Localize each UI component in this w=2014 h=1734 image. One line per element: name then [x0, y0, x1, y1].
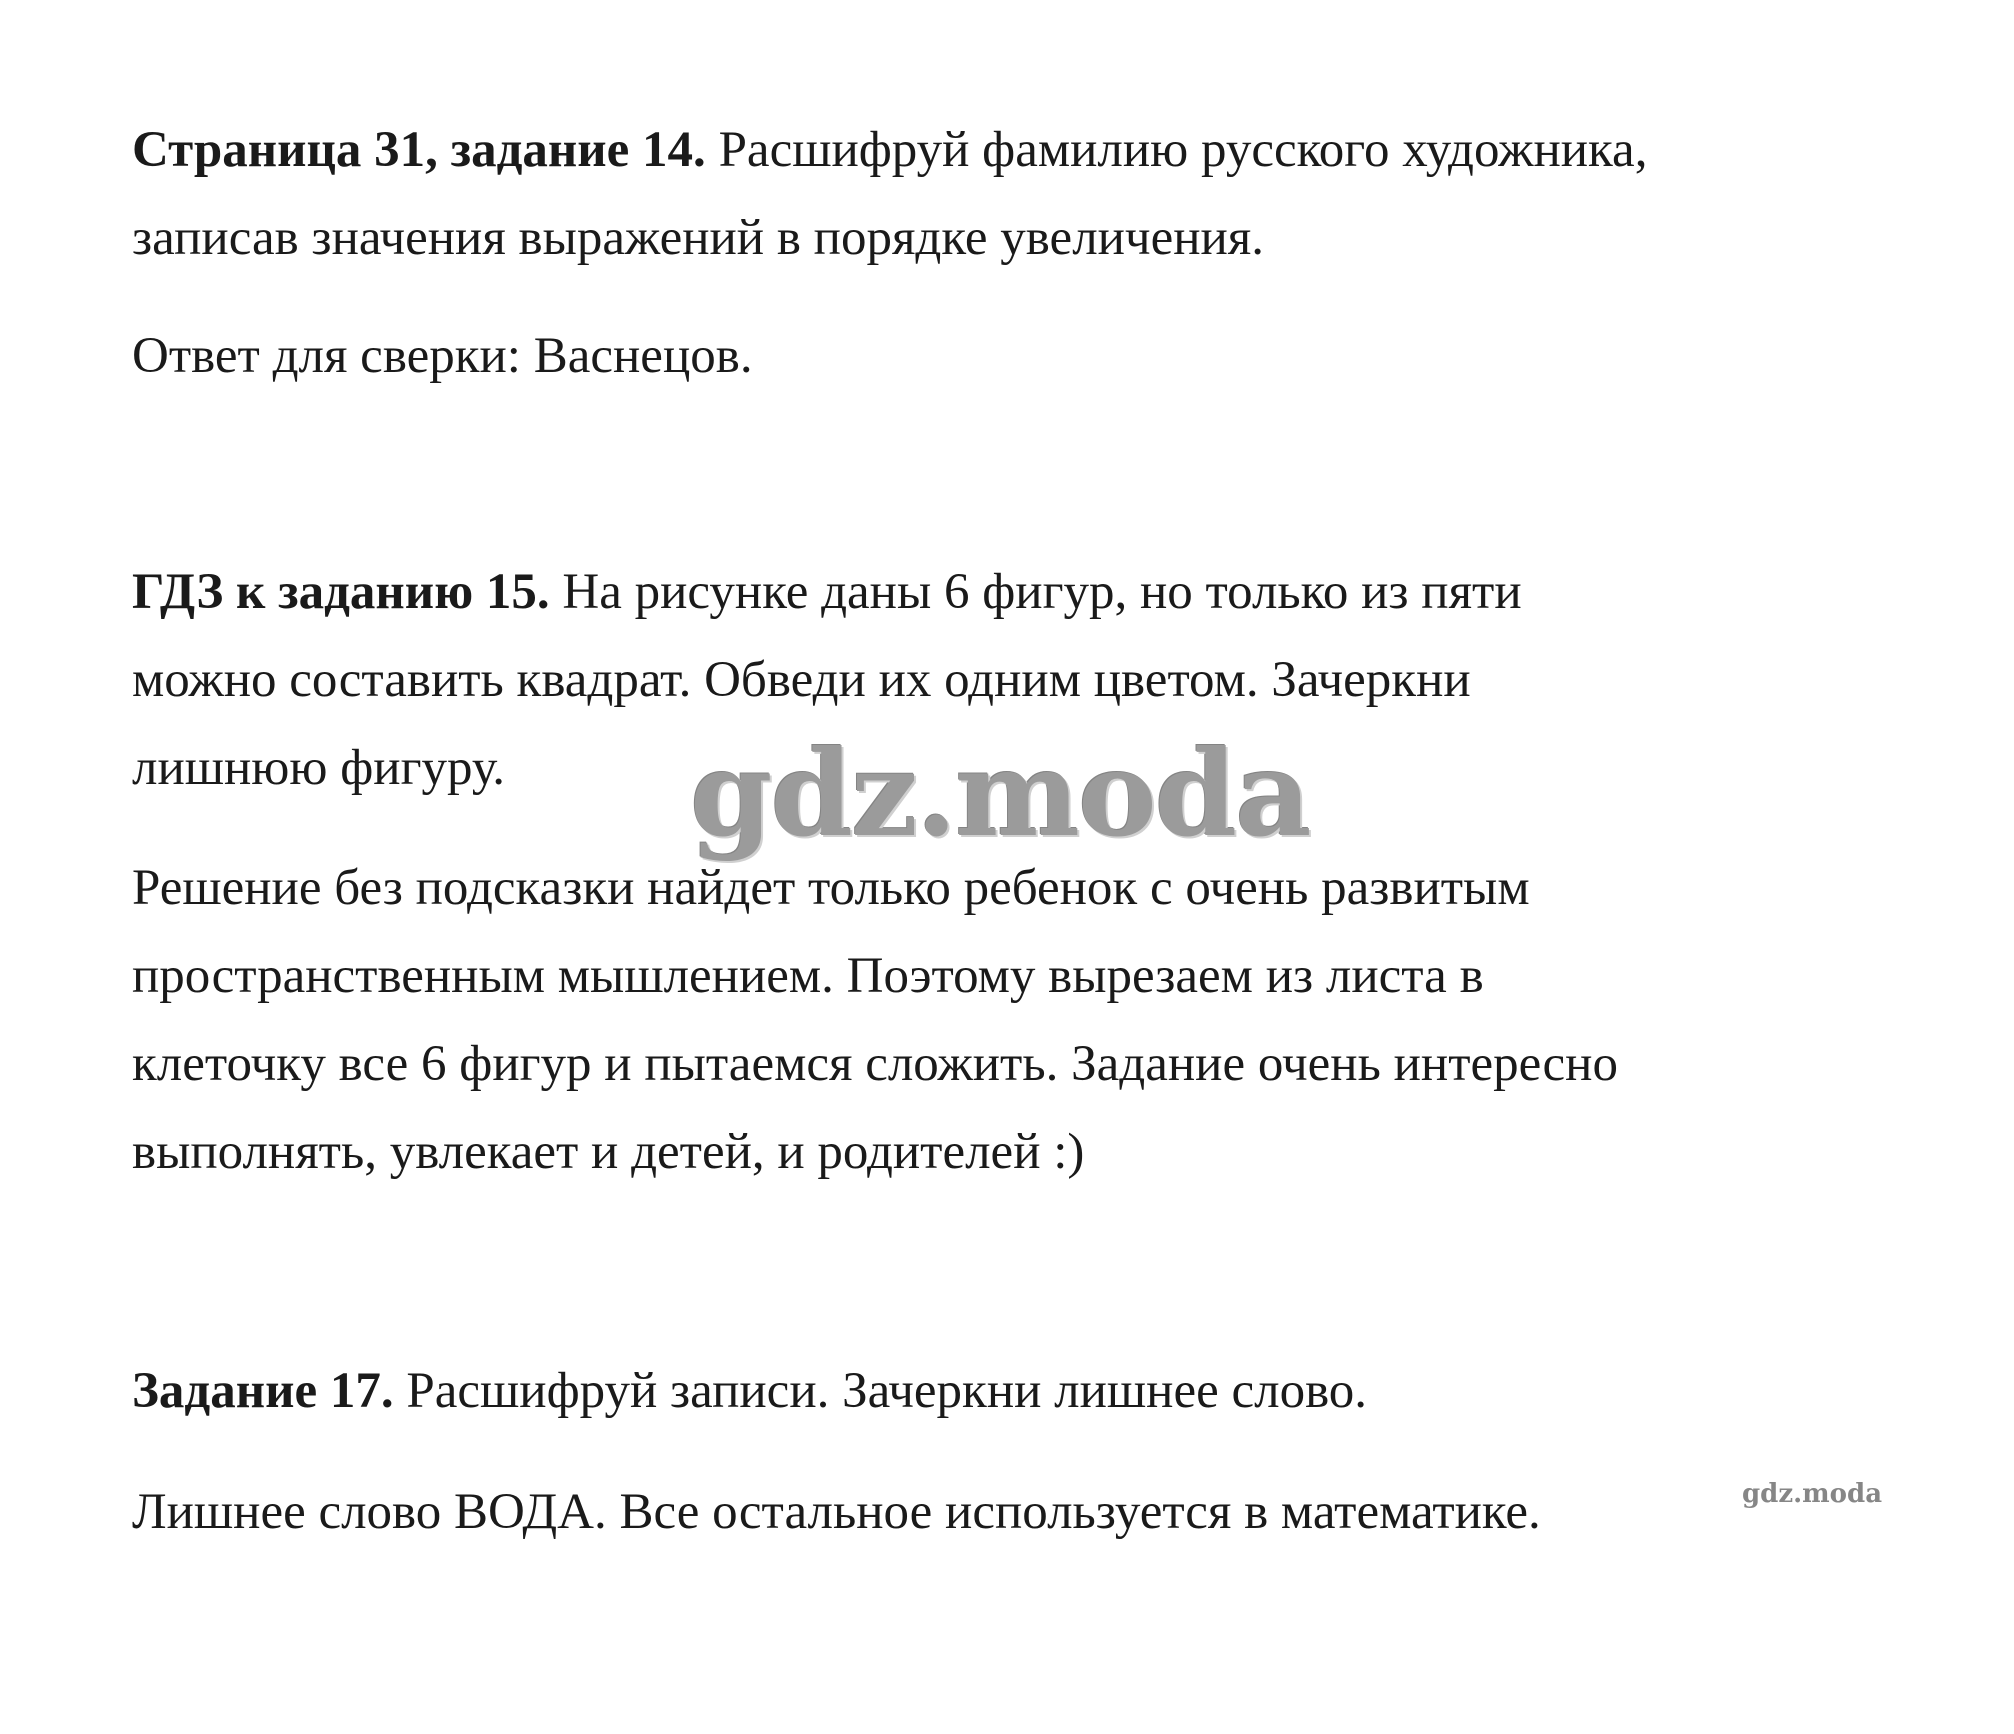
task-17-answer: Лишнее слово ВОДА. Все остальное используется в математике.	[132, 1484, 1541, 1540]
task-14-statement	[132, 106, 1932, 282]
task-15-solution-line-3: клеточку все 6 фигур и пытаемся сложить. Задание очень интересно	[132, 1036, 1618, 1092]
task-14-answer: Ответ для сверки: Васнецов.	[132, 328, 753, 384]
task-15-heading: ГДЗ к заданию 15.	[132, 564, 550, 620]
watermark-logo-small: gdz.moda	[1742, 1479, 1883, 1509]
task-17-heading: Задание 17.	[132, 1363, 394, 1419]
task-15-solution	[132, 844, 1932, 1196]
task-15-solution-line-2: пространственным мышлением. Поэтому вырезаем из листа в	[132, 948, 1484, 1004]
task-14-text-line-1: Расшифруй фамилию русского художника,	[705, 122, 1648, 178]
task-15-text-line-1: На рисунке даны 6 фигур, но только из пяти	[549, 564, 1522, 620]
task-15-solution-line-1: Решение без подсказки найдет только ребенок с очень развитым	[132, 860, 1530, 916]
task-17-statement	[132, 1347, 1932, 1435]
watermark-logo-large: gdz.moda	[690, 724, 1310, 863]
task-14-heading: Страница 31, задание 14.	[132, 122, 706, 178]
task-17-text-line-1: Расшифруй записи. Зачеркни лишнее слово.	[393, 1363, 1368, 1419]
task-15-solution-line-4: выполнять, увлекает и детей, и родителей :)	[132, 1124, 1085, 1180]
task-15-text-line-2: можно составить квадрат. Обведи их одним цветом. Зачеркни	[132, 652, 1471, 708]
task-14-text-line-2: записав значения выражений в порядке увеличения.	[132, 210, 1265, 266]
task-15-text-line-3: лишнюю фигуру.	[132, 740, 505, 796]
